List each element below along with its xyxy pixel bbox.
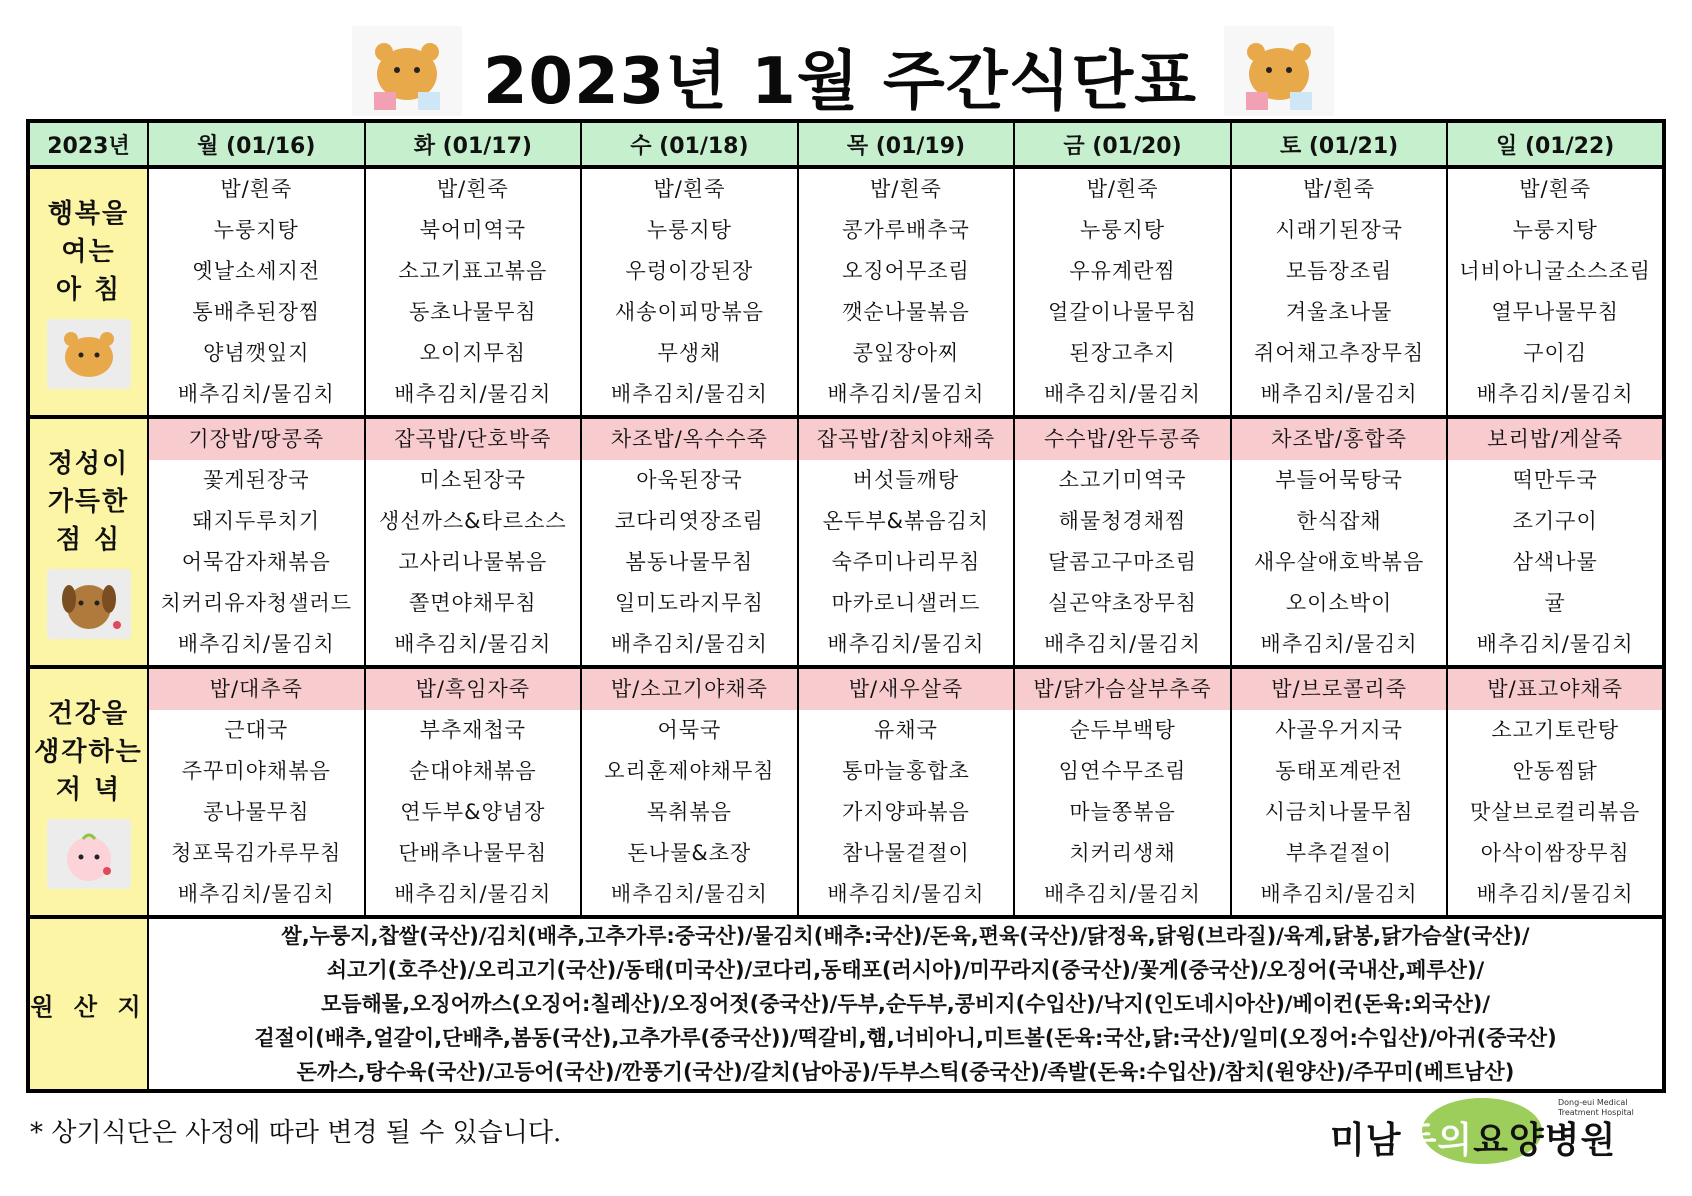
menu-item: 무생채 <box>657 341 722 365</box>
hospital-logo <box>1330 1098 1670 1174</box>
menu-item: 치커리유자청샐러드 <box>160 591 353 615</box>
meal-label-line: 아 침 <box>55 275 122 305</box>
menu-item: 배추김치/물김치 <box>610 882 768 906</box>
menu-item: 해물청경채찜 <box>1058 509 1187 533</box>
menu-item: 모듬장조림 <box>1285 259 1393 283</box>
menu-item: 배추김치/물김치 <box>1476 382 1634 406</box>
menu-item: 어묵감자채볶음 <box>181 550 331 574</box>
menu-item: 쫄면야채무침 <box>408 591 537 615</box>
menu-item: 치커리생채 <box>1069 841 1176 865</box>
logo-text <box>1330 1112 1616 1163</box>
menu-item: 소고기토란탕 <box>1491 718 1620 742</box>
rice-porridge-item: 밥/대추죽 <box>149 669 364 710</box>
menu-item: 오징어무조림 <box>842 259 970 283</box>
menu-item: 연두부&양념장 <box>400 800 546 824</box>
menu-item: 새송이피망볶음 <box>614 300 764 324</box>
logo-text-left: 미남 <box>1330 1120 1402 1161</box>
origin-label: 원 산 지 <box>28 917 148 1091</box>
day-header: 월 (01/16) <box>148 121 365 167</box>
menu-item: 콩가루배추국 <box>842 218 970 242</box>
menu-item: 배추김치/물김치 <box>1476 632 1634 656</box>
menu-item: 참나물겉절이 <box>842 841 970 865</box>
menu-item: 배추김치/물김치 <box>394 382 552 406</box>
page-title: 2023년 1월 주간식단표 <box>483 45 1197 119</box>
menu-item: 누룽지탕 <box>646 218 732 242</box>
menu-item: 누룽지탕 <box>213 218 299 242</box>
menu-item: 단배추나물무침 <box>398 841 548 865</box>
menu-item: 배추김치/물김치 <box>610 632 768 656</box>
menu-item: 우렁이강된장 <box>625 259 754 283</box>
menu-item: 동초나물무침 <box>408 300 537 324</box>
menu-item: 배추김치/물김치 <box>1476 882 1634 906</box>
menu-item: 옛날소세지전 <box>192 259 321 283</box>
day-meal-cell <box>148 417 365 667</box>
menu-item: 배추김치/물김치 <box>1043 382 1202 406</box>
day-meal-cell <box>1447 167 1664 417</box>
meal-label <box>28 667 148 917</box>
rice-porridge-item: 잡곡밥/참치야채죽 <box>799 419 1014 460</box>
menu-item: 귤 <box>1544 591 1566 615</box>
menu-item: 양념깻잎지 <box>203 341 310 365</box>
menu-item: 순두부백탕 <box>1069 718 1176 742</box>
menu-item: 배추김치/물김치 <box>177 382 335 406</box>
menu-item: 소고기미역국 <box>1058 468 1187 492</box>
day-header: 수 (01/18) <box>581 121 798 167</box>
menu-item: 누룽지탕 <box>1512 218 1598 242</box>
day-meal-cell <box>1014 667 1231 917</box>
menu-item: 시래기된장국 <box>1275 218 1403 242</box>
day-meal-cell <box>1014 417 1231 667</box>
rice-porridge-item: 수수밥/완두콩죽 <box>1015 419 1230 460</box>
origin-line: 쇠고기(호주산)/오리고기(국산)/동태(미국산)/코다리,동태포(러시아)/미꾸라지(중국산)/꽃게(중국산)/오징어(국내산,페루산)/ <box>326 958 1485 982</box>
day-meal-cell <box>798 417 1015 667</box>
menu-item: 부추재첩국 <box>419 718 527 742</box>
rice-porridge-item: 밥/표고야채죽 <box>1448 669 1662 710</box>
menu-item: 밥/흰죽 <box>220 177 293 201</box>
menu-item: 열무나물무침 <box>1491 300 1620 324</box>
dog-mascot-icon <box>47 569 131 639</box>
meal-label-line: 정성이 <box>47 449 130 479</box>
menu-item: 아삭이쌈장무침 <box>1480 841 1630 865</box>
menu-item: 부추겉절이 <box>1285 841 1393 865</box>
menu-item: 오리훈제야채무침 <box>604 759 775 783</box>
day-meal-cell <box>1231 167 1448 417</box>
menu-item: 구이김 <box>1523 341 1588 365</box>
menu-item: 소고기표고볶음 <box>398 259 548 283</box>
day-header: 토 (01/21) <box>1231 121 1448 167</box>
rice-porridge-item: 차조밥/홍합죽 <box>1232 419 1447 460</box>
meal-label-line: 가득한 <box>47 487 130 517</box>
menu-item: 쥐어채고추장무침 <box>1253 341 1425 365</box>
year-header: 2023년 <box>28 121 148 167</box>
day-meal-cell <box>148 667 365 917</box>
menu-item: 가지양파볶음 <box>842 800 970 824</box>
menu-item: 오이지무침 <box>419 341 527 365</box>
rice-porridge-item: 차조밥/옥수수죽 <box>582 419 797 460</box>
origin-list <box>148 917 1664 1091</box>
rice-porridge-item: 밥/브로콜리죽 <box>1232 669 1447 710</box>
menu-item: 깻순나물볶음 <box>842 300 970 324</box>
day-meal-cell <box>798 167 1015 417</box>
meal-label-line: 건강을 <box>47 699 130 729</box>
menu-item: 근대국 <box>224 718 289 742</box>
menu-item: 배추김치/물김치 <box>1260 382 1418 406</box>
menu-item: 배추김치/물김치 <box>827 632 985 656</box>
menu-item: 사골우거지국 <box>1275 718 1403 742</box>
ryan-mascot-icon <box>352 26 462 116</box>
day-meal-cell <box>365 667 582 917</box>
menu-item: 콩잎장아찌 <box>852 341 960 365</box>
menu-item: 마카로니샐러드 <box>831 591 981 615</box>
menu-item: 청포묵김가루무침 <box>171 841 342 865</box>
menu-item: 배추김치/물김치 <box>1043 632 1202 656</box>
menu-item: 맛살브로컬리볶음 <box>1470 800 1641 824</box>
menu-item: 봄동나물무침 <box>625 550 754 574</box>
menu-item: 숙주미나리무침 <box>831 550 981 574</box>
day-meal-cell <box>1447 667 1664 917</box>
footnote: * 상기식단은 사정에 따라 변경 될 수 있습니다. <box>30 1118 562 1148</box>
day-meal-cell <box>1014 167 1231 417</box>
menu-item: 실곤약초장무침 <box>1048 591 1198 615</box>
menu-item: 우유계란찜 <box>1069 259 1176 283</box>
ryan-mascot-icon <box>1224 26 1334 116</box>
meal-label <box>28 417 148 667</box>
rice-porridge-item: 보리밥/게살죽 <box>1448 419 1662 460</box>
menu-item: 배추김치/물김치 <box>1260 632 1418 656</box>
menu-item: 배추김치/물김치 <box>394 882 552 906</box>
menu-item: 유채국 <box>874 718 938 742</box>
meal-label-line: 행복을 <box>47 199 130 229</box>
meal-row <box>28 417 1664 667</box>
menu-item: 밥/흰죽 <box>653 177 726 201</box>
meal-label-line: 저 녁 <box>55 775 122 805</box>
menu-item: 어묵국 <box>657 718 722 742</box>
menu-item: 일미도라지무침 <box>614 591 764 615</box>
title-row <box>0 20 1692 130</box>
day-meal-cell <box>148 167 365 417</box>
rice-porridge-item: 밥/흑임자죽 <box>366 669 581 710</box>
menu-item: 아욱된장국 <box>636 468 743 492</box>
day-header: 금 (01/20) <box>1014 121 1231 167</box>
menu-item: 온두부&볶음김치 <box>822 509 990 533</box>
menu-item: 북어미역국 <box>419 218 527 242</box>
day-meal-cell <box>1447 417 1664 667</box>
day-meal-cell <box>581 667 798 917</box>
menu-item: 콩나물무침 <box>203 800 310 824</box>
menu-item: 통마늘홍합초 <box>842 759 970 783</box>
day-header: 화 (01/17) <box>365 121 582 167</box>
origin-line: 쌀,누룽지,찹쌀(국산)/김치(배추,고추가루:중국산)/물김치(배추:국산)/돈육,편육(국산)/닭정육,닭윙(브라질)/육계,닭봉,닭가슴살(국산)/ <box>281 924 1530 948</box>
menu-item: 밥/흰죽 <box>436 177 509 201</box>
meal-row <box>28 667 1664 917</box>
menu-item: 코다리엿장조림 <box>614 509 764 533</box>
rice-porridge-item: 밥/소고기야채죽 <box>582 669 797 710</box>
rice-porridge-item: 밥/새우살죽 <box>799 669 1014 710</box>
menu-item: 누룽지탕 <box>1079 218 1166 242</box>
menu-item: 배추김치/물김치 <box>394 632 552 656</box>
menu-item: 목취볶음 <box>646 800 732 824</box>
menu-item: 배추김치/물김치 <box>827 382 985 406</box>
menu-item: 오이소박이 <box>1285 591 1393 615</box>
logo-text-mid: 동의 <box>1401 1120 1474 1161</box>
menu-item: 달콤고구마조림 <box>1048 550 1198 574</box>
logo-tagline: Dong-eui Medical Treatment Hospital <box>1558 1098 1634 1117</box>
menu-item: 새우살애호박볶음 <box>1253 550 1425 574</box>
menu-item: 떡만두국 <box>1512 468 1598 492</box>
rice-porridge-item: 기장밥/땅콩죽 <box>149 419 364 460</box>
day-header: 목 (01/19) <box>798 121 1015 167</box>
peach-mascot-icon <box>47 819 131 889</box>
menu-item: 안동찜닭 <box>1512 759 1598 783</box>
day-meal-cell <box>1231 417 1448 667</box>
menu-item: 배추김치/물김치 <box>1043 882 1202 906</box>
menu-item: 된장고추지 <box>1069 341 1176 365</box>
day-meal-cell <box>581 167 798 417</box>
meal-row <box>28 167 1664 417</box>
day-meal-cell <box>581 417 798 667</box>
origin-row <box>28 917 1664 1091</box>
menu-item: 밥/흰죽 <box>870 177 942 201</box>
menu-item: 통배추된장찜 <box>192 300 321 324</box>
menu-item: 생선까스&타르소스 <box>379 509 567 533</box>
meal-label-line: 점 심 <box>55 525 122 555</box>
menu-item: 조기구이 <box>1512 509 1598 533</box>
menu-item: 밥/흰죽 <box>1086 177 1159 201</box>
menu-item: 배추김치/물김치 <box>1260 882 1418 906</box>
menu-item: 삼색나물 <box>1512 550 1598 574</box>
weekly-menu-table <box>26 119 1666 1093</box>
menu-item: 돈나물&초장 <box>627 841 752 865</box>
header-row <box>28 121 1664 167</box>
menu-item: 배추김치/물김치 <box>610 382 768 406</box>
rice-porridge-item: 잡곡밥/단호박죽 <box>366 419 581 460</box>
menu-item: 버섯들깨탕 <box>852 468 960 492</box>
menu-item: 밥/흰죽 <box>1303 177 1376 201</box>
logo-text-right: 요양병원 <box>1473 1120 1617 1161</box>
meal-label-line: 여는 <box>61 237 116 267</box>
menu-item: 얼갈이나물무침 <box>1048 300 1198 324</box>
menu-item: 너비아니굴소스조림 <box>1459 259 1651 283</box>
day-header: 일 (01/22) <box>1447 121 1664 167</box>
origin-line: 모듬해물,오징어까스(오징어:칠레산)/오징어젓(중국산)/두부,순두부,콩비지(수입산)/낙지(인도네시아산)/베이컨(돈육:외국산)/ <box>320 992 1491 1016</box>
menu-item: 미소된장국 <box>419 468 527 492</box>
meal-label-line: 생각하는 <box>34 737 143 767</box>
day-meal-cell <box>365 417 582 667</box>
menu-item: 겨울초나물 <box>1285 300 1393 324</box>
menu-item: 임연수무조림 <box>1058 759 1187 783</box>
menu-item: 배추김치/물김치 <box>827 882 985 906</box>
origin-line: 돈까스,탕수육(국산)/고등어(국산)/깐풍기(국산)/갈치(남아공)/두부스틱(중국산)/족발(돈육:수입산)/참치(원양산)/주꾸미(베트남산) <box>296 1060 1515 1084</box>
menu-item: 주꾸미야채볶음 <box>181 759 331 783</box>
meal-label <box>28 167 148 417</box>
menu-item: 배추김치/물김치 <box>177 882 335 906</box>
menu-item: 시금치나물무침 <box>1264 800 1414 824</box>
menu-item: 꽃게된장국 <box>203 468 310 492</box>
day-meal-cell <box>365 167 582 417</box>
day-meal-cell <box>1231 667 1448 917</box>
menu-item: 고사리나물볶음 <box>398 550 548 574</box>
menu-item: 돼지두루치기 <box>192 509 321 533</box>
origin-line: 겉절이(배추,얼갈이,단배추,봄동(국산),고추가루(중국산))/떡갈비,햄,너비아니,미트볼(돈육:국산,닭:국산)/일미(오징어:수입산)/아귀(중국산) <box>254 1026 1557 1050</box>
menu-item: 동태포계란전 <box>1275 759 1403 783</box>
menu-item: 한식잡채 <box>1296 509 1382 533</box>
menu-item: 부들어묵탕국 <box>1275 468 1403 492</box>
menu-item: 마늘쫑볶음 <box>1069 800 1176 824</box>
menu-item: 배추김치/물김치 <box>177 632 335 656</box>
menu-item: 순대야채볶음 <box>408 759 537 783</box>
menu-item: 밥/흰죽 <box>1519 177 1592 201</box>
day-meal-cell <box>798 667 1015 917</box>
ryan-mascot-icon <box>47 319 131 389</box>
rice-porridge-item: 밥/닭가슴살부추죽 <box>1015 669 1230 710</box>
